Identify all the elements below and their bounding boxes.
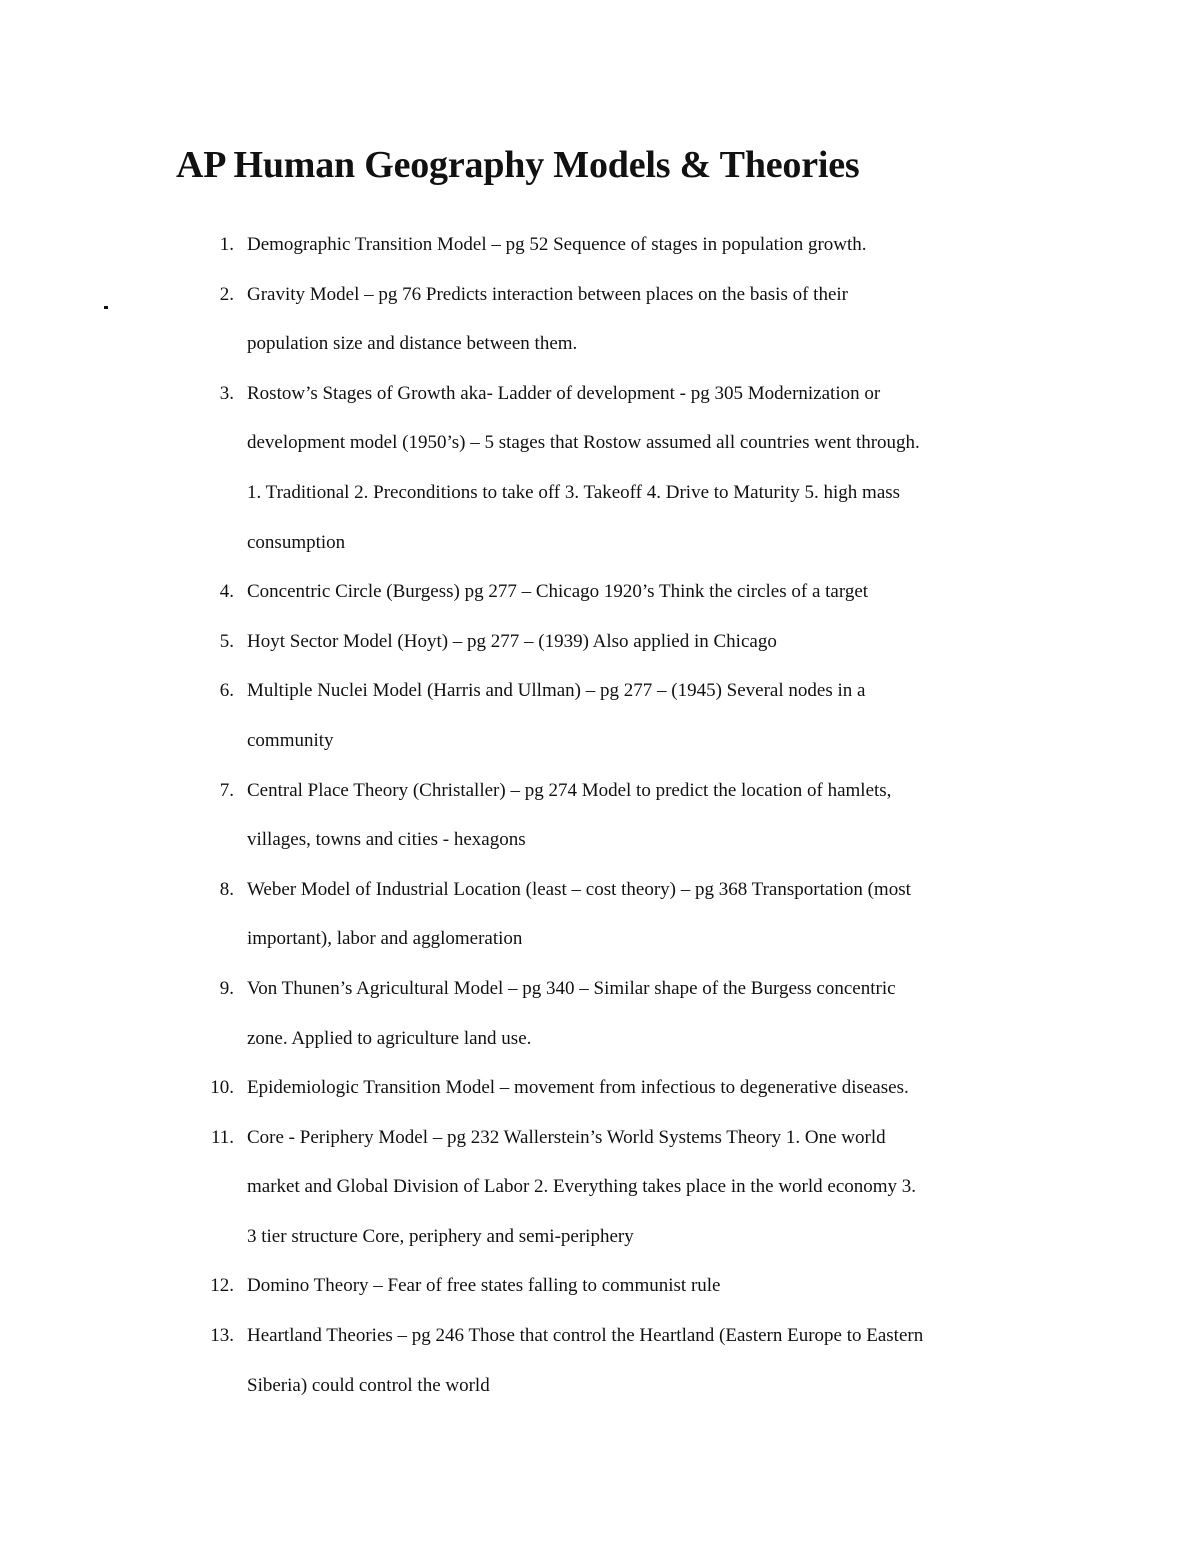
list-item-number: 7.	[219, 779, 234, 801]
list-item-text-line: population size and distance between them.	[247, 333, 578, 355]
list-item-text-line: Epidemiologic Transition Model – movement from infectious to degenerative diseases.	[247, 1077, 909, 1099]
list-item-number: 12.	[210, 1275, 234, 1297]
list-item-text-line: market and Global Division of Labor 2. Everything takes place in the world economy 3.	[247, 1176, 917, 1198]
list-item	[0, 865, 1200, 964]
list-item	[0, 1063, 1200, 1113]
list-item-number: 8.	[219, 878, 234, 900]
list-item	[0, 1261, 1200, 1311]
list-item	[0, 617, 1200, 667]
list-item-text-line: Siberia) could control the world	[247, 1374, 490, 1396]
list-item	[0, 666, 1200, 765]
list-item-number: 5.	[219, 630, 234, 652]
list-item-number: 11.	[210, 1126, 234, 1148]
list-item-text-line: Rostow’s Stages of Growth aka- Ladder of development - pg 305 Modernization or	[247, 382, 881, 404]
list-item	[0, 766, 1200, 865]
list-item-text-line: community	[247, 729, 334, 751]
list-item-number: 6.	[219, 680, 234, 702]
page-title: AP Human Geography Models & Theories	[176, 144, 860, 186]
list-item-text-line: Hoyt Sector Model (Hoyt) – pg 277 – (1939) Also applied in Chicago	[247, 630, 777, 652]
list-item-text-line: Concentric Circle (Burgess) pg 277 – Chicago 1920’s Think the circles of a target	[247, 581, 869, 603]
list-item-text-line: important), labor and agglomeration	[247, 928, 523, 950]
list-item-number: 2.	[219, 283, 234, 305]
list-item	[0, 964, 1200, 1063]
list-item-text-line: Von Thunen’s Agricultural Model – pg 340 – Similar shape of the Burgess concentric	[247, 977, 896, 999]
list-item	[0, 270, 1200, 369]
list-item-number: 13.	[210, 1325, 234, 1347]
list-item-number: 1.	[219, 234, 234, 255]
list-item-text-line: Domino Theory – Fear of free states falling to communist rule	[247, 1275, 721, 1297]
list-item-text-line: Weber Model of Industrial Location (least – cost theory) – pg 368 Transportation (most	[247, 878, 911, 900]
list-item	[0, 220, 1200, 270]
list-item-text-line: Central Place Theory (Christaller) – pg 274 Model to predict the location of hamlets,	[247, 779, 892, 801]
list-item-text-line: consumption	[247, 531, 346, 553]
list-item-text-line: Heartland Theories – pg 246 Those that control the Heartland (Eastern Europe to Eastern	[247, 1325, 924, 1347]
list-item-number: 3.	[219, 382, 234, 404]
list-item-text-line: development model (1950’s) – 5 stages that Rostow assumed all countries went through.	[247, 432, 920, 454]
list-item	[0, 1311, 1200, 1410]
list-item-number: 9.	[219, 977, 234, 999]
list-item	[0, 369, 1200, 567]
list-item-text-line: Multiple Nuclei Model (Harris and Ullman) – pg 277 – (1945) Several nodes in a	[247, 680, 866, 702]
list-item-number: 4.	[219, 581, 234, 603]
list-item	[0, 1113, 1200, 1262]
list-item-number: 10.	[210, 1077, 234, 1099]
list-item-text-line: 3 tier structure Core, periphery and semi-periphery	[247, 1225, 634, 1247]
list-item-text-line: 1. Traditional 2. Preconditions to take off 3. Takeoff 4. Drive to Maturity 5. high mass	[247, 481, 901, 503]
list-item-text-line: zone. Applied to agriculture land use.	[247, 1027, 532, 1049]
models-list	[0, 220, 1200, 1410]
list-item-text-line: Gravity Model – pg 76 Predicts interaction between places on the basis of their	[247, 283, 848, 305]
list-item-text-line: villages, towns and cities - hexagons	[247, 829, 526, 851]
list-item-text-line: Demographic Transition Model – pg 52 Sequence of stages in population growth.	[247, 234, 867, 255]
list-item-text-line: Core - Periphery Model – pg 232 Wallerstein’s World Systems Theory 1. One world	[247, 1126, 886, 1148]
list-item	[0, 567, 1200, 617]
